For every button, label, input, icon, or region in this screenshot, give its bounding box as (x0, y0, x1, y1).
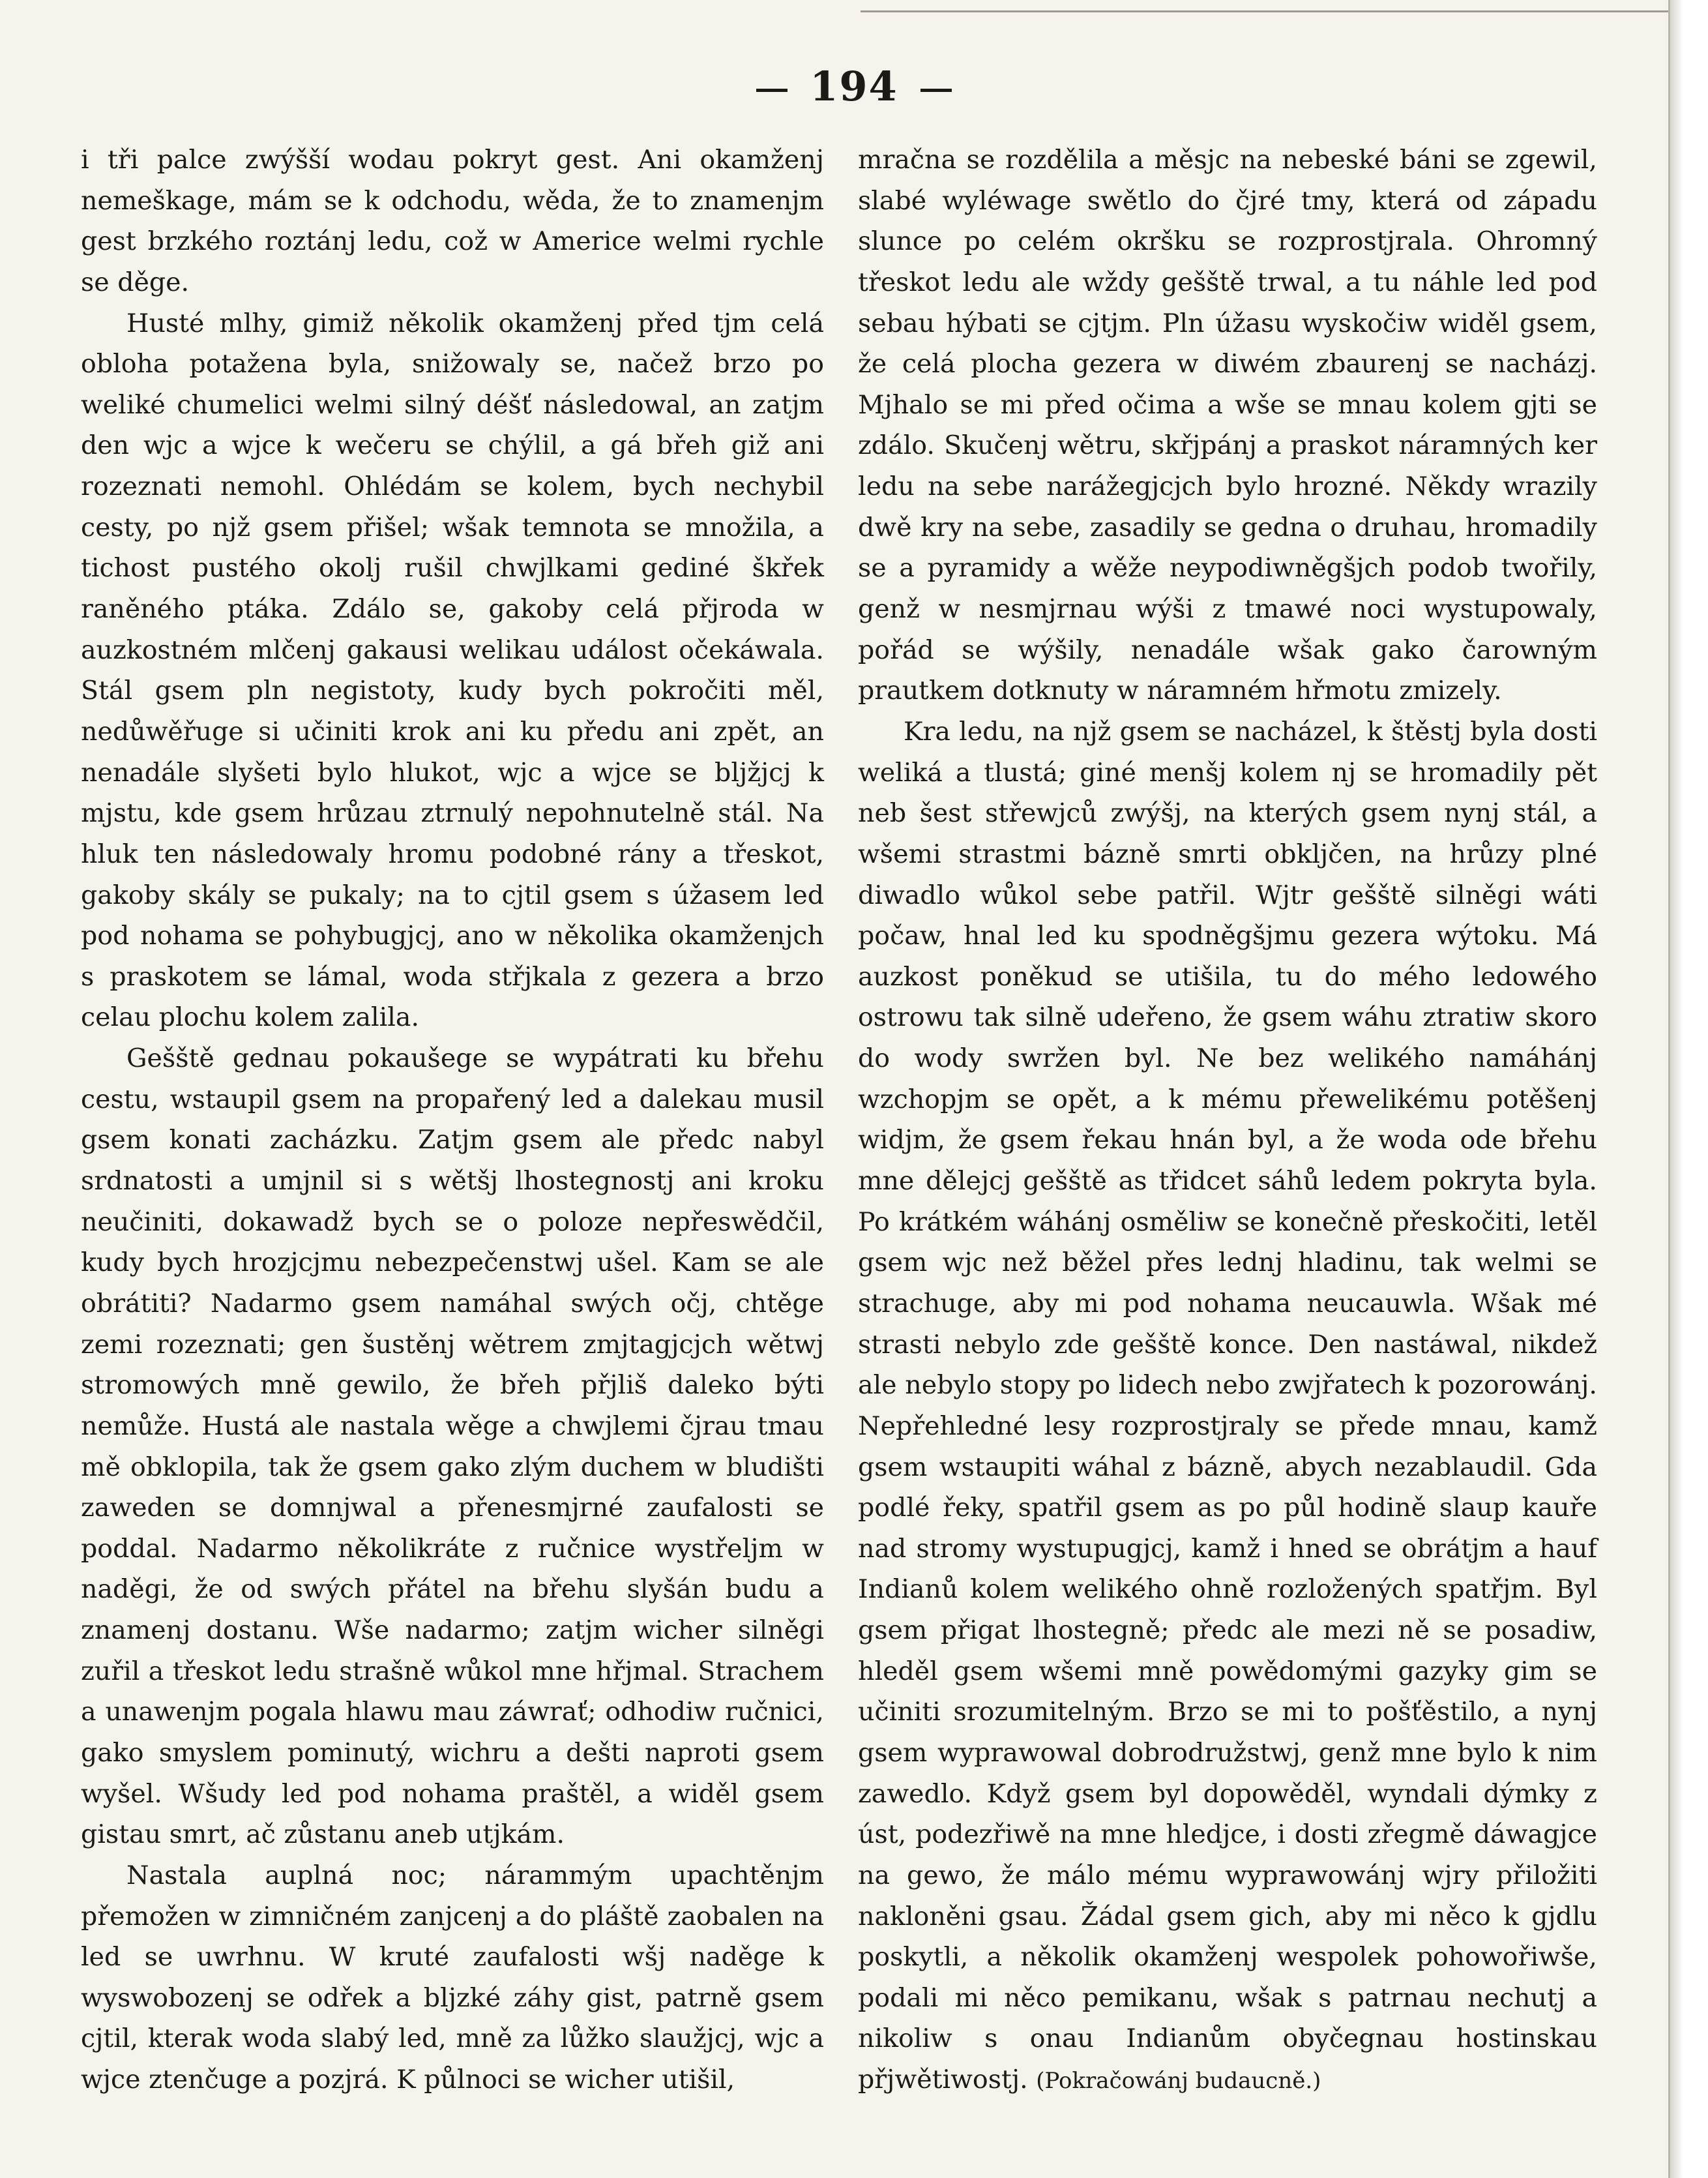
right-paragraph-2 (858, 711, 1597, 2102)
header-dash-left (756, 89, 788, 92)
header-dash-right (920, 89, 952, 92)
continuation-note: (Pokračowánj budaucně.) (1036, 2068, 1321, 2095)
left-paragraph-4: Nastala auplná noc; nárammým upachtěnjm přemožen w zimničném zanjcenj a do pláště zaobalen na led se uwrhnu. W kruté zaufalosti wšj naděge k wyswobozenj se odřek a bljzké záhy gist, patrně gsem cjtil, kterak woda slabý led, mně za lůžko slaužjcj, wjc a wjce ztenčuge a pozjrá. K půlnoci se wicher utišil, (81, 1860, 824, 2095)
right-page-edge (1668, 0, 1708, 2178)
top-edge-rule (861, 0, 1708, 12)
right-column (858, 140, 1597, 2102)
right-paragraph-1: mračna se rozdělila a měsjc na nebeské báni se zgewil, slabé wyléwage swětlo do čjré tmy, která od západu slunce po celém okršku se rozprostjrala. Ohromný třeskot ledu ale wždy gešště trwal, a tu náhle led pod sebau hýbati se cjtjm. Pln úžasu wyskočiw widěl gsem, že celá plocha gezera w diwém zbaurenj se nacházj. Mjhalo se mi před očima a wše se mnau kolem gjti se zdálo. Skučenj wětru, skřjpánj a praskot náramných ker ledu na sebe narážegjcjch bylo hrozné. Někdy wrazily dwě kry na sebe, zasadily se gedna o druhau, hromadily se a pyramidy a wěže neypodiwněgšjch podob twořily, genž w nesmjrnau wýši z tmawé noci wystupowaly, pořád se wýšily, nenadále wšak gako čarowným prautkem dotknuty w náramném hřmotu zmizely. (858, 145, 1597, 706)
left-paragraph-1: i tři palce zwýšší wodau pokryt gest. Ani okamženj nemeškage, mám se k odchodu, wěda, že to znamenjm gest brzkého roztánj ledu, což w Americe welmi rychle se děge. (81, 145, 824, 297)
left-column (81, 140, 824, 2100)
page-header (691, 63, 1017, 110)
left-paragraph-2: Husté mlhy, gimiž několik okamženj před tjm celá obloha potažena byla, snižowaly se, načež brzo po weliké chumelici welmi silný déšť následowal, an zatjm den wjc a wjce k wečeru se chýlil, a gá břeh giž ani rozeznati nemohl. Ohlédám se kolem, bych nechybil cesty, po njž gsem přišel; wšak temnota se množila, a tichost pustého okolj rušil chwjlkami gediné škřek raněného ptáka. Zdálo se, gakoby celá přjroda w auzkostném mlčenj gakausi welikau událost očekáwala. Stál gsem pln negistoty, kudy bych pokročiti měl, nedůwěřuge si učiniti krok ani ku předu ani zpět, an nenadále slyšeti bylo hlukot, wjc a wjce se bljžjcj k mjstu, kde gsem hrůzau ztrnulý nepohnutelně stál. Na hluk ten následowaly hromu podobné rány a třeskot, gakoby skály se pukaly; na to cjtil gsem s úžasem led pod nohama se pohybugjcj, ano w několika okamženjch s praskotem se lámal, woda střjkala z gezera a brzo celau plochu kolem zalila. (81, 308, 824, 1033)
right-paragraph-2-text: Kra ledu, na njž gsem se nacházel, k štěstj byla dosti weliká a tlustá; giné menšj kolem nj se hromadily pět neb šest střewjců zwýšj, na kterých gsem nynj stál, a wšemi strastmi bázně smrti obkljčen, na hrůzy plné diwadlo wůkol sebe patřil. Wjtr gešště silněgi wáti počaw, hnal led ku spodněgšjmu gezera wýtoku. Má auzkost poněkud se utišila, tu do mého ledowého ostrowu tak silně udeřeno, že gsem wáhu ztratiw skoro do wody swržen byl. Ne bez welikého namáhánj wzchopjm se opět, a k mému přewelikému potěšenj widjm, že gsem řekau hnán byl, a že woda ode břehu mne dělejcj gešště as třidcet sáhů ledem pokryta byla. Po krátkém wáhánj osměliw se konečně přeskočiti, letěl gsem wjc než běžel přes lednj hladinu, tak welmi se strachuge, aby mi pod nohama neucauwla. Wšak mé strasti nebylo zde gešště konce. Den nastáwal, nikdež ale nebylo stopy po lidech nebo zwjřatech k pozorowánj. Nepřehledné lesy rozprostjraly se přede mnau, kamž gsem wstaupiti wáhal z bázně, abych nezablaudil. Gda podlé řeky, spatřil gsem as po půl hodině slaup kauře nad stromy wystupugjcj, kamž i hned se obrátjm a hauf Indianů kolem welikého ohně rozložených spatřjm. Byl gsem přigat lhostegně; předc ale mezi ně se posadiw, hleděl gsem wšemi mně powědomými gazyky gim se učiniti srozumitelným. Brzo se mi to pošťěstilo, a nynj gsem wyprawowal dobrodružstwj, genž mne bylo k nim zawedlo. Když gsem byl dopowěděl, wyndali dýmky z úst, podezřiwě na mne hledjce, i dosti zřegmě dáwagjce na gewo, že málo mému wyprawowánj wjry přiložiti nakloněni gsau. Žádal gsem gich, aby mi něco k gjdlu poskytli, a několik okamženj wespolek pohowořiwše, podali mi něco pemikanu, wšak s patrnau nechutj a nikoliw s onau Indianům obyčegnau hostinskau přjwětiwostj. (858, 716, 1597, 2095)
page-number: 194 (810, 63, 898, 110)
left-paragraph-3: Gešště gednau pokaušege se wypátrati ku břehu cestu, wstaupil gsem na propařený led a dalekau musil gsem konati zacházku. Zatjm gsem ale předc nabyl srdnatosti a umjnil si s wětšj lhostegnostj ani kroku neučiniti, dokawadž bych se o poloze nepřeswědčil, kudy bych hrozjcjmu nebezpečenstwj ušel. Kam se ale obrátiti? Nadarmo gsem namáhal swých očj, chtěge zemi rozeznati; gen šustěnj wětrem zmjtagjcjch wětwj stromowých mně gewilo, že břeh přjliš daleko býti nemůže. Hustá ale nastala wěge a chwjlemi čjrau tmau mě obklopila, tak že gsem gako zlým duchem w bludišti zaweden se domnjwal a přenesmjrné zaufalosti se poddal. Nadarmo několikráte z ručnice wystřeljm w naděgi, že od swých přátel na břehu slyšán budu a znamenj dostanu. Wše nadarmo; zatjm wicher silněgi zuřil a třeskot ledu strašně wůkol mne hřjmal. Strachem a unawenjm pogala hlawu mau záwrať; odhodiw ručnici, gako smyslem pominutý, wichru a dešti naproti gsem wyšel. Wšudy led pod nohama praštěl, a widěl gsem gistau smrt, ač zůstanu aneb utjkám. (81, 1043, 824, 1850)
